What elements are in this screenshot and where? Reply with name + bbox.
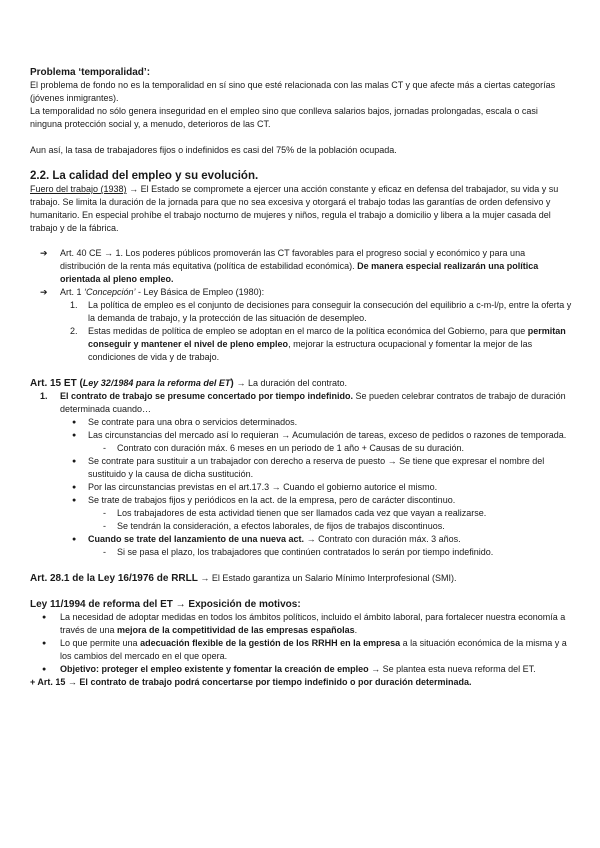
bullet-icon: ● xyxy=(72,484,77,491)
art15-bullet-1-text: Se contrate para una obra o servicios determinados. xyxy=(88,417,298,427)
art15-subbullet-5-1-text: Los trabajadores de esta actividad tienen que ser llamados cada vez que vayan a realizarse. xyxy=(117,508,487,518)
sub-item-1 xyxy=(30,299,572,325)
ley11-b1-pre: La necesidad de adoptar medidas en todos los ámbitos políticos, incluido el ámbito laboral, para fortalecer nuestra economía a través de una xyxy=(60,612,566,635)
art15-bullet-3-text: Se contrate para sustituir a un trabajador con derecho a reserva de puesto → Se tiene que expresar el nombre del sustituido y la causa de dicha sustitución. xyxy=(88,456,545,479)
fuero-label: Fuero del trabajo (1938) xyxy=(30,184,127,194)
art15-heading-a: Art. 15 ET ( xyxy=(30,378,83,389)
ley11-bullet-3 xyxy=(30,663,572,676)
art15-bullets xyxy=(30,416,572,559)
ley11-bullet-1 xyxy=(30,611,572,637)
art15-heading xyxy=(30,377,572,390)
art15-bullet-3 xyxy=(30,455,572,481)
sub-item-2-post: , mejorar la estructura ocupacional y fomentar la mejor de las condiciones de vida y de trabajo. xyxy=(88,339,533,362)
bullet-icon: ● xyxy=(72,458,77,465)
art15-subbullet-6-1 xyxy=(30,546,572,559)
art15-subbullet-2-1 xyxy=(30,442,572,455)
arrow-icon: ➔ xyxy=(40,287,48,297)
dash-icon: - xyxy=(103,443,106,453)
art15-bullet-6-bold: Cuando se trate del lanzamiento de una nueva act. xyxy=(88,534,305,544)
art15-bullet-6-text: → Contrato con duración máx. 3 años. xyxy=(304,534,461,544)
art1-post: - Ley Básica de Empleo (1980): xyxy=(135,287,265,297)
fuero-paragraph xyxy=(30,183,572,235)
document-page xyxy=(30,66,572,689)
bullet-icon: ● xyxy=(42,614,47,621)
art15-bullet-5-text: Se trate de trabajos fijos y periódicos en la act. de la empresa, pero de carácter discontinuo. xyxy=(88,495,456,505)
art15-subbullet-2-1-text: Contrato con duración máx. 6 meses en un periodo de 1 año + Causas de su duración. xyxy=(117,443,464,453)
ley11-b3-post: → Se plantea esta nueva reforma del ET. xyxy=(368,664,536,674)
art28-text: → El Estado garantiza un Salario Mínimo Interprofesional (SMI). xyxy=(197,573,457,583)
ley11-b1-post: . xyxy=(354,625,358,635)
art15-bullet-2 xyxy=(30,429,572,442)
art40-bold: De manera especial realizarán una política orientada al pleno empleo. xyxy=(60,261,539,284)
item-number: 1. xyxy=(40,391,48,401)
sub-item-1-text: La política de empleo es el conjunto de decisiones para conseguir la consecución del equilibrio a c-m-l/p, entre la oferta y la demanda de trabajo, y la protección de las situación de desempleo. xyxy=(88,300,572,323)
section-heading-2-2: 2.2. La calidad del empleo y su evolución. xyxy=(30,170,259,182)
fuero-text: → El Estado se compromete a ejercer una acción constante y eficaz en defensa del trabajador, su vida y su trabajo. Se limita la duración de la jornada para que no sea excesiva y otorgará el trabajo todas las garantías de orden defensivo y humanitario. En especial prohíbe el trabajo nocturno de mujeres y niños, regula el trabajo a domicilio y libera a la mujer casada del trabajo y de la fábrica. xyxy=(30,184,559,233)
art15-heading-c: ) xyxy=(230,378,237,389)
bullet-icon: ● xyxy=(42,640,47,647)
sub-item-2-bold: permitan conseguir y mantener el nivel de pleno empleo xyxy=(88,326,566,349)
art15-bullet-4 xyxy=(30,481,572,494)
sub-item-2 xyxy=(30,325,572,364)
art15-item-text: Se pueden celebrar contratos de trabajo de duración determinada cuando… xyxy=(60,391,566,414)
art15-subbullet-5-2-text: Se tendrán la consideración, a efectos laborales, de fijos de trabajos discontinuos. xyxy=(117,521,445,531)
art15-heading-d: → La duración del contrato. xyxy=(236,378,348,388)
bullet-icon: ● xyxy=(72,432,77,439)
art15-bullet-5 xyxy=(30,494,572,507)
dash-icon: - xyxy=(103,547,106,557)
art15-list xyxy=(30,390,572,416)
problem-paragraph-2: La temporalidad no sólo genera inseguridad en el empleo sino que conlleva salarios bajos, jornadas prolongadas, escala o casi ninguna protección social y, a menudo, deterioros de las CT. xyxy=(30,106,538,129)
problem-title: Problema ‘temporalidad’: xyxy=(30,67,151,78)
ley11-b3-bold: Objetivo: proteger el empleo existente y fomentar la creación de empleo xyxy=(60,664,369,674)
art15-subbullet-5-1 xyxy=(30,507,572,520)
art15-bullet-6 xyxy=(30,533,572,546)
art1-pre: Art. 1 xyxy=(60,287,85,297)
art15-item-1 xyxy=(30,390,572,416)
problem-paragraph-3: Aun así, la tasa de trabajadores fijos o indefinidos es casi del 75% de la población ocupada. xyxy=(30,145,397,155)
dash-icon: - xyxy=(103,521,106,531)
ley11-b1-bold: mejora de la competitividad de las empresas españolas xyxy=(117,625,355,635)
blank-line xyxy=(30,131,572,144)
ley11-b2-bold: adecuación flexible de la gestión de los RRHH en la empresa xyxy=(140,638,401,648)
sub-item-2-pre: Estas medidas de política de empleo se adoptan en el marco de la política económica del Gobierno, para que xyxy=(88,326,528,336)
item-number: 2. xyxy=(70,326,78,336)
art15-subbullet-6-1-text: Si se pasa el plazo, los trabajadores que continúen contratados lo serán por tiempo indefinido. xyxy=(117,547,494,557)
art15-item-bold: El contrato de trabajo se presume concertado por tiempo indefinido. xyxy=(60,391,354,401)
art15-heading-law: Ley 32/1984 para la reforma del ET xyxy=(82,378,231,388)
ley11-heading: Ley 11/1994 de reforma del ET → Exposición de motivos: xyxy=(30,599,301,610)
arrow-icon: ➔ xyxy=(40,248,48,258)
ley11-b2-pre: Lo que permite una xyxy=(60,638,141,648)
bullet-icon: ● xyxy=(72,419,77,426)
art28-line xyxy=(30,572,572,585)
art15-bullet-1 xyxy=(30,416,572,429)
art15-bullet-2-text: Las circunstancias del mercado así lo requieran → Acumulación de tareas, exceso de pedidos o razones de temporada. xyxy=(88,430,567,440)
ley11-bullet-2 xyxy=(30,637,572,663)
art15-bullet-4-text: Por las circunstancias previstas en el art.17.3 → Cuando el gobierno autorice el mismo. xyxy=(88,482,438,492)
arrow-item-art1 xyxy=(30,286,572,299)
art15-subbullet-5-2 xyxy=(30,520,572,533)
ley11-b2-post: a la situación económica de la misma y a los cambios del mercado en el que opera. xyxy=(60,638,567,661)
ley11-footer: + Art. 15 → El contrato de trabajo podrá concertarse por tiempo indefinido o por duración determinada. xyxy=(30,677,472,687)
bullet-icon: ● xyxy=(42,666,47,673)
art1-italic: ‘Concepción’ xyxy=(84,287,136,297)
item-number: 1. xyxy=(70,300,78,310)
art40-text: Art. 40 CE → 1. Los poderes públicos promoverán las CT favorables para el progreso social y económico y para una distribución de la renta más equitativa (política de estabilidad económica). xyxy=(60,248,526,271)
bullet-icon: ● xyxy=(72,536,77,543)
dash-icon: - xyxy=(103,508,106,518)
problem-paragraph-1: El problema de fondo no es la temporalidad en sí sino que esté relacionada con las malas CT y que afecte más a ciertas categorías (jóvenes inmigrantes). xyxy=(30,80,556,103)
ley11-bullets xyxy=(30,611,572,676)
art28-bold: Art. 28.1 de la Ley 16/1976 de RRLL xyxy=(30,573,198,584)
numbered-sublist xyxy=(30,299,572,364)
arrow-list xyxy=(30,247,572,299)
bullet-icon: ● xyxy=(72,497,77,504)
arrow-item-art40 xyxy=(30,247,572,286)
